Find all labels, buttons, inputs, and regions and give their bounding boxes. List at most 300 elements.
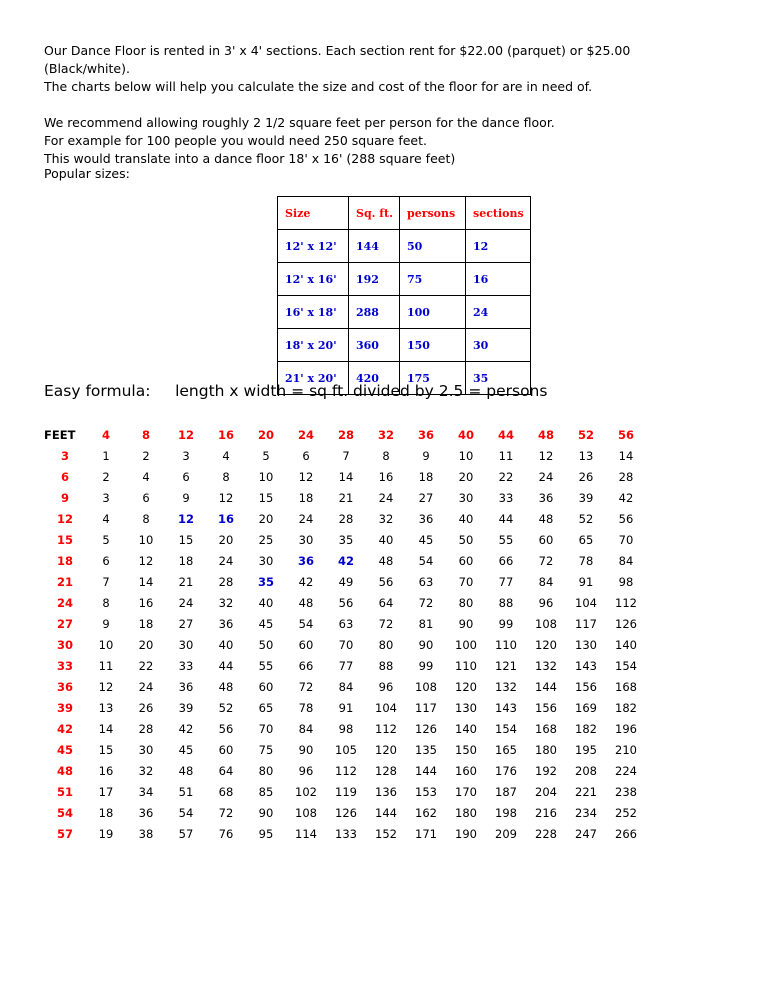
grid-cell: 38 [138,826,154,841]
grid-cell: 64 [218,763,234,778]
grid-cell: 117 [575,616,597,631]
grid-cell: 112 [335,763,357,778]
grid-cell: 32 [138,763,154,778]
cell-size: 18' x 20' [278,329,349,362]
grid-cell: 70 [258,721,274,736]
grid-cell: 36 [297,553,314,568]
grid-column-header: 20 [257,427,274,442]
grid-cell: 196 [615,721,637,736]
grid-cell: 48 [178,763,194,778]
grid-cell: 18 [98,805,114,820]
grid-cell: 126 [415,721,437,736]
grid-cell: 27 [178,616,194,631]
grid-cell: 169 [575,700,597,715]
grid-cell: 56 [378,574,394,589]
grid-cell: 77 [338,658,354,673]
grid-cell: 57 [178,826,194,841]
grid-cell: 14 [618,448,634,463]
grid-row [44,445,646,466]
grid-cell: 98 [618,574,634,589]
cell-size: 16' x 18' [278,296,349,329]
grid-row [44,781,646,802]
grid-cell: 10 [458,448,474,463]
grid-cell: 15 [258,490,274,505]
grid-cell: 11 [498,448,514,463]
grid-cell: 72 [218,805,234,820]
grid-cell: 28 [338,511,354,526]
grid-cell: 160 [455,763,477,778]
grid-cell: 24 [298,511,314,526]
grid-cell: 190 [455,826,477,841]
grid-cell: 56 [218,721,234,736]
grid-row [44,487,646,508]
grid-cell: 60 [298,637,314,652]
cell-size: 21' x 20' [278,362,349,395]
grid-cell: 26 [578,469,594,484]
grid-row [44,676,646,697]
grid-row-header: 3 [60,448,69,463]
grid-cell: 24 [218,553,234,568]
grid-cell: 9 [102,616,110,631]
grid-cell: 140 [455,721,477,736]
grid-cell: 99 [418,658,434,673]
grid-cell: 14 [98,721,114,736]
grid-cell: 112 [615,595,637,610]
grid-cell: 1 [102,448,110,463]
grid-cell: 44 [498,511,514,526]
grid-cell: 16 [378,469,394,484]
intro-line-5: For example for 100 people you would need 250 square feet. [44,133,427,148]
grid-cell: 144 [535,679,557,694]
grid-row-header: 27 [56,616,73,631]
grid-cell: 30 [298,532,314,547]
grid-cell: 153 [415,784,437,799]
table-row [278,296,531,329]
grid-column-header: 40 [457,427,474,442]
table-row [278,329,531,362]
grid-cell: 18 [418,469,434,484]
grid-cell: 66 [498,553,514,568]
grid-cell: 112 [375,721,397,736]
grid-column-header: 44 [497,427,514,442]
grid-cell: 120 [455,679,477,694]
grid-row-header: 48 [56,763,73,778]
popular-sizes-table [277,196,531,395]
grid-cell: 120 [375,742,397,757]
grid-row-header: 54 [56,805,73,820]
grid-column-header: 4 [101,427,110,442]
grid-cell: 84 [298,721,314,736]
grid-column-header: 24 [297,427,314,442]
grid-cell: 88 [378,658,394,673]
grid-cell: 104 [375,700,397,715]
grid-cell: 65 [258,700,274,715]
grid-cell: 224 [615,763,637,778]
grid-cell: 78 [298,700,314,715]
grid-cell: 70 [618,532,634,547]
grid-cell: 135 [415,742,437,757]
grid-cell: 48 [218,679,234,694]
grid-cell: 48 [378,553,394,568]
grid-row [44,466,646,487]
grid-row-header: 33 [56,658,73,673]
grid-cell: 95 [258,826,274,841]
grid-cell: 26 [138,700,154,715]
grid-cell: 30 [458,490,474,505]
grid-cell: 85 [258,784,274,799]
intro-line-1: Our Dance Floor is rented in 3' x 4' sections. Each section rent for $22.00 (parquet) or $25.00 [44,43,631,58]
cell-sections: 35 [466,362,531,395]
grid-cell: 80 [258,763,274,778]
grid-cell: 56 [338,595,354,610]
grid-cell: 4 [102,511,110,526]
grid-row-header: 9 [60,490,69,505]
grid-cell: 20 [258,511,274,526]
intro-line-4: We recommend allowing roughly 2 1/2 square feet per person for the dance floor. [44,115,555,130]
grid-cell: 204 [535,784,557,799]
cell-sqft: 288 [349,296,400,329]
grid-cell: 84 [618,553,634,568]
grid-cell: 221 [575,784,597,799]
grid-cell: 228 [535,826,557,841]
column-header-sqft: Sq. ft. [349,197,400,230]
grid-cell: 90 [298,742,314,757]
grid-cell: 18 [178,553,194,568]
grid-column-header: 56 [617,427,634,442]
grid-cell: 114 [295,826,317,841]
grid-cell: 21 [178,574,194,589]
grid-cell: 252 [615,805,637,820]
grid-cell: 195 [575,742,597,757]
grid-cell: 19 [98,826,114,841]
cell-persons: 100 [400,296,466,329]
table-header-row [278,197,531,230]
popular-sizes-thead [278,197,531,230]
grid-column-header: 16 [217,427,234,442]
grid-row-header: 42 [56,721,73,736]
grid-cell: 10 [98,637,114,652]
grid-cell: 187 [495,784,517,799]
column-header-persons: persons [400,197,466,230]
grid-thead [44,424,646,445]
grid-cell: 234 [575,805,597,820]
grid-cell: 110 [495,637,517,652]
grid-cell: 9 [422,448,430,463]
grid-cell: 6 [102,553,110,568]
grid-cell: 60 [458,553,474,568]
grid-cell: 120 [535,637,557,652]
grid-cell: 63 [338,616,354,631]
column-header-sections: sections [466,197,531,230]
grid-cell: 96 [538,595,554,610]
cell-size: 12' x 16' [278,263,349,296]
grid-cell: 12 [98,679,114,694]
grid-cell: 18 [298,490,314,505]
cell-sections: 12 [466,230,531,263]
grid-header-row [44,424,646,445]
grid-cell: 128 [375,763,397,778]
grid-cell: 90 [258,805,274,820]
grid-cell: 156 [575,679,597,694]
grid-cell: 176 [495,763,517,778]
grid-cell: 49 [338,574,354,589]
grid-cell: 247 [575,826,597,841]
grid-row [44,802,646,823]
table-row [278,230,531,263]
grid-cell: 81 [418,616,434,631]
grid-cell: 60 [218,742,234,757]
grid-row-header: 57 [56,826,73,841]
grid-cell: 24 [378,490,394,505]
grid-cell: 36 [418,511,434,526]
grid-cell: 12 [177,511,194,526]
grid-cell: 3 [182,448,190,463]
grid-cell: 8 [382,448,390,463]
grid-cell: 22 [138,658,154,673]
grid-column-header: 52 [577,427,594,442]
intro-text-block [44,42,664,168]
grid-cell: 72 [298,679,314,694]
grid-cell: 22 [498,469,514,484]
grid-cell: 102 [295,784,317,799]
grid-column-header: 36 [417,427,434,442]
grid-cell: 168 [615,679,637,694]
grid-cell: 5 [262,448,270,463]
grid-cell: 72 [378,616,394,631]
grid-cell: 32 [218,595,234,610]
grid-cell: 171 [415,826,437,841]
grid-cell: 24 [178,595,194,610]
grid-cell: 30 [138,742,154,757]
grid-cell: 60 [538,532,554,547]
grid-cell: 68 [218,784,234,799]
grid-cell: 25 [258,532,274,547]
grid-cell: 28 [138,721,154,736]
grid-row-header: 6 [60,469,69,484]
grid-row-header: 51 [56,784,73,799]
grid-tbody [44,445,646,844]
grid-cell: 182 [575,721,597,736]
grid-cell: 90 [458,616,474,631]
grid-cell: 20 [218,532,234,547]
cell-sqft: 360 [349,329,400,362]
grid-cell: 165 [495,742,517,757]
paragraph-spacer [44,96,664,114]
grid-column-header: 8 [141,427,150,442]
grid-cell: 44 [218,658,234,673]
grid-cell: 64 [378,595,394,610]
grid-row [44,655,646,676]
cell-size: 12' x 12' [278,230,349,263]
grid-row [44,550,646,571]
grid-cell: 170 [455,784,477,799]
grid-row-header: 21 [56,574,73,589]
grid-cell: 209 [495,826,517,841]
easy-formula-line: Easy formula: length x width = sq ft. divided by 2.5 = persons [44,382,548,400]
grid-cell: 52 [578,511,594,526]
grid-cell: 100 [455,637,477,652]
grid-cell: 51 [178,784,194,799]
intro-line-6: This would translate into a dance floor 18' x 16' (288 square feet) [44,151,456,166]
grid-cell: 42 [298,574,314,589]
grid-row-header: 36 [56,679,73,694]
grid-cell: 21 [338,490,354,505]
grid-corner-label: FEET [44,427,76,442]
grid-cell: 8 [222,469,230,484]
grid-cell: 180 [535,742,557,757]
grid-cell: 55 [498,532,514,547]
grid-cell: 4 [222,448,230,463]
grid-cell: 12 [138,553,154,568]
grid-cell: 6 [142,490,150,505]
grid-cell: 130 [455,700,477,715]
grid-cell: 14 [338,469,354,484]
column-header-size: Size [278,197,349,230]
grid-cell: 45 [178,742,194,757]
grid-cell: 36 [178,679,194,694]
grid-row-header: 15 [56,532,73,547]
grid-cell: 91 [338,700,354,715]
grid-cell: 96 [378,679,394,694]
grid-cell: 13 [578,448,594,463]
grid-cell: 12 [298,469,314,484]
grid-cell: 84 [338,679,354,694]
grid-cell: 35 [338,532,354,547]
cell-persons: 50 [400,230,466,263]
grid-cell: 144 [375,805,397,820]
cell-sections: 30 [466,329,531,362]
grid-column-header: 32 [377,427,394,442]
grid-row-header: 30 [56,637,73,652]
grid-cell: 40 [218,637,234,652]
grid-row [44,613,646,634]
grid-cell: 133 [335,826,357,841]
grid-cell: 48 [538,511,554,526]
grid-cell: 39 [178,700,194,715]
grid-cell: 36 [538,490,554,505]
grid-cell: 88 [498,595,514,610]
grid-cell: 8 [102,595,110,610]
grid-row [44,739,646,760]
grid-cell: 144 [415,763,437,778]
grid-cell: 121 [495,658,517,673]
grid-cell: 126 [335,805,357,820]
grid-row [44,718,646,739]
grid-cell: 72 [538,553,554,568]
grid-cell: 56 [618,511,634,526]
grid-cell: 2 [142,448,150,463]
grid-row [44,592,646,613]
grid-column-header: 28 [337,427,354,442]
grid-cell: 80 [458,595,474,610]
grid-cell: 143 [575,658,597,673]
grid-cell: 108 [535,616,557,631]
grid-cell: 198 [495,805,517,820]
grid-cell: 45 [418,532,434,547]
grid-cell: 40 [258,595,274,610]
grid-row [44,634,646,655]
grid-cell: 150 [455,742,477,757]
grid-cell: 162 [415,805,437,820]
grid-cell: 54 [178,805,194,820]
grid-cell: 266 [615,826,637,841]
grid-cell: 24 [538,469,554,484]
grid-cell: 78 [578,553,594,568]
grid-cell: 154 [495,721,517,736]
grid-cell: 152 [375,826,397,841]
grid-column-header: 48 [537,427,554,442]
grid-cell: 35 [257,574,274,589]
grid-column-header: 12 [177,427,194,442]
grid-cell: 24 [138,679,154,694]
grid-cell: 65 [578,532,594,547]
grid-cell: 6 [302,448,310,463]
grid-cell: 32 [378,511,394,526]
grid-cell: 18 [138,616,154,631]
grid-cell: 216 [535,805,557,820]
grid-cell: 48 [298,595,314,610]
grid-cell: 12 [218,490,234,505]
grid-cell: 130 [575,637,597,652]
grid-cell: 108 [415,679,437,694]
grid-cell: 77 [498,574,514,589]
grid-cell: 16 [138,595,154,610]
grid-cell: 132 [495,679,517,694]
grid-row [44,823,646,844]
cell-persons: 75 [400,263,466,296]
grid-cell: 16 [98,763,114,778]
grid-cell: 12 [538,448,554,463]
grid-row-header: 24 [56,595,73,610]
grid-cell: 52 [218,700,234,715]
grid-cell: 154 [615,658,637,673]
grid-cell: 2 [102,469,110,484]
grid-cell: 70 [338,637,354,652]
multiplication-grid [44,424,646,844]
grid-cell: 7 [342,448,350,463]
cell-sections: 16 [466,263,531,296]
grid-cell: 50 [258,637,274,652]
grid-cell: 40 [378,532,394,547]
intro-line-2: (Black/white). [44,61,130,76]
grid-cell: 110 [455,658,477,673]
grid-row [44,760,646,781]
grid-cell: 28 [618,469,634,484]
grid-cell: 210 [615,742,637,757]
grid-row-header: 45 [56,742,73,757]
grid-cell: 42 [178,721,194,736]
grid-cell: 156 [535,700,557,715]
grid-cell: 192 [535,763,557,778]
grid-cell: 20 [138,637,154,652]
cell-sqft: 144 [349,230,400,263]
grid-cell: 34 [138,784,154,799]
grid-cell: 15 [178,532,194,547]
grid-cell: 42 [618,490,634,505]
grid-cell: 98 [338,721,354,736]
grid-cell: 96 [298,763,314,778]
grid-cell: 54 [298,616,314,631]
grid-cell: 119 [335,784,357,799]
grid-cell: 20 [458,469,474,484]
grid-cell: 14 [138,574,154,589]
grid-cell: 105 [335,742,357,757]
grid-cell: 84 [538,574,554,589]
grid-cell: 80 [378,637,394,652]
grid-cell: 63 [418,574,434,589]
grid-cell: 238 [615,784,637,799]
grid-cell: 136 [375,784,397,799]
